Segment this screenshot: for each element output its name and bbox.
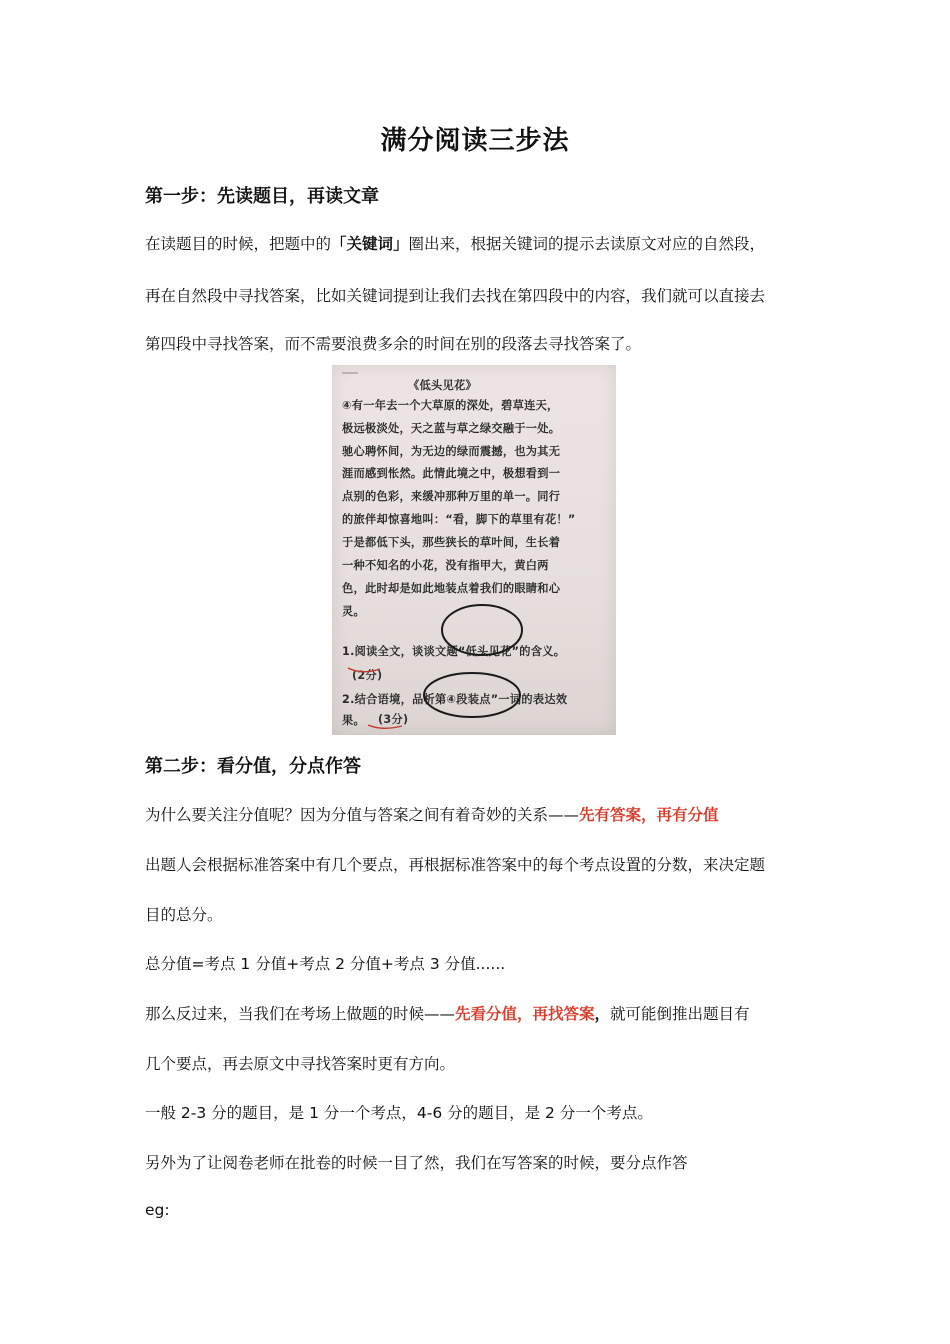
photo-line: 灵。 — [342, 605, 365, 618]
step1-paragraph-line-2: 再在自然段中寻找答案，比如关键词提到让我们去找在第四段中的内容，我们就可以直接去 — [145, 287, 766, 305]
handwritten-circles — [332, 365, 616, 735]
circle-mark — [442, 605, 522, 655]
red-emphasis: 先看分值，再找答案 — [455, 1005, 595, 1023]
photo-line: ④有一年去一个大草原的深处，碧草连天， — [342, 399, 559, 412]
circle-mark — [424, 673, 520, 717]
photo-title: 《低头见花》 — [408, 379, 477, 392]
photo-line: 于是都低下头，那些狭长的草叶间，生长着 — [342, 536, 561, 549]
red-underline — [348, 668, 380, 672]
photo-line: 点别的色彩，来缓冲那种万里的单一。同行 — [342, 490, 561, 503]
photo-question-1: 1.阅读全文，谈谈文题“低头见花”的含义。 — [342, 645, 566, 658]
photo-line: 驰心聘怀间，为无边的绿而震撼，也为其无 — [342, 445, 561, 458]
red-emphasis: 先有答案，再有分值 — [579, 806, 719, 824]
step2-heading: 第二步：看分值，分点作答 — [145, 756, 361, 777]
step2-line-1: 为什么要关注分值呢？因为分值与答案之间有着奇妙的关系——先有答案，再有分值 — [145, 806, 719, 824]
step2-line-3: 目的总分。 — [145, 906, 223, 924]
step2-line-7: 一般 2-3 分的题目，是 1 分一个考点，4-6 分的题目，是 2 分一个考点。 — [145, 1104, 653, 1122]
red-underline — [368, 725, 402, 728]
step1-paragraph-line-1: 在读题目的时候，把题中的「关键词」圈出来，根据关键词的提示去读原文对应的自然段， — [145, 235, 766, 253]
page-title: 满分阅读三步法 — [380, 126, 570, 156]
eg-label: eg: — [145, 1201, 170, 1219]
photo-line: 极远极淡处，天之蓝与草之绿交融于一处。 — [342, 422, 561, 435]
step2-line-6: 几个要点，再去原文中寻找答案时更有方向。 — [145, 1055, 456, 1073]
photo-line: 色，此时却是如此地装点着我们的眼睛和心 — [342, 582, 561, 595]
photo-question-2: 2.结合语境，品析第④段装点”一词的表达效 — [342, 693, 568, 706]
step2-line-2: 出题人会根据标准答案中有几个要点，再根据标准答案中的每个考点设置的分数，来决定题 — [145, 856, 766, 874]
step2-line-5: 那么反过来，当我们在考场上做题的时候——先看分值，再找答案，就可能倒推出题目有 — [145, 1005, 750, 1023]
photo-q1-score: (2分) — [352, 669, 383, 682]
step1-paragraph-line-3: 第四段中寻找答案，而不需要浪费多余的时间在别的段落去寻找答案了。 — [145, 335, 642, 353]
step2-line-8: 另外为了让阅卷老师在批卷的时候一目了然，我们在写答案的时候，要分点作答 — [145, 1154, 688, 1172]
photo-line: 涯而感到怅然。此情此境之中，极想看到一 — [342, 467, 561, 480]
example-photo — [332, 365, 616, 735]
keyword-highlight: 「关键词」 — [331, 235, 409, 253]
photo-q2-score: (3分) — [378, 713, 409, 726]
photo-line: 的旅伴却惊喜地叫：“看，脚下的草里有花！” — [342, 513, 576, 526]
photo-question-2-cont: 果。 — [342, 714, 365, 727]
step1-heading: 第一步：先读题目，再读文章 — [145, 186, 379, 207]
formula-line: 总分值=考点 1 分值+考点 2 分值+考点 3 分值...... — [145, 955, 506, 973]
photo-line: 一种不知名的小花，没有指甲大，黄白两 — [342, 559, 549, 572]
